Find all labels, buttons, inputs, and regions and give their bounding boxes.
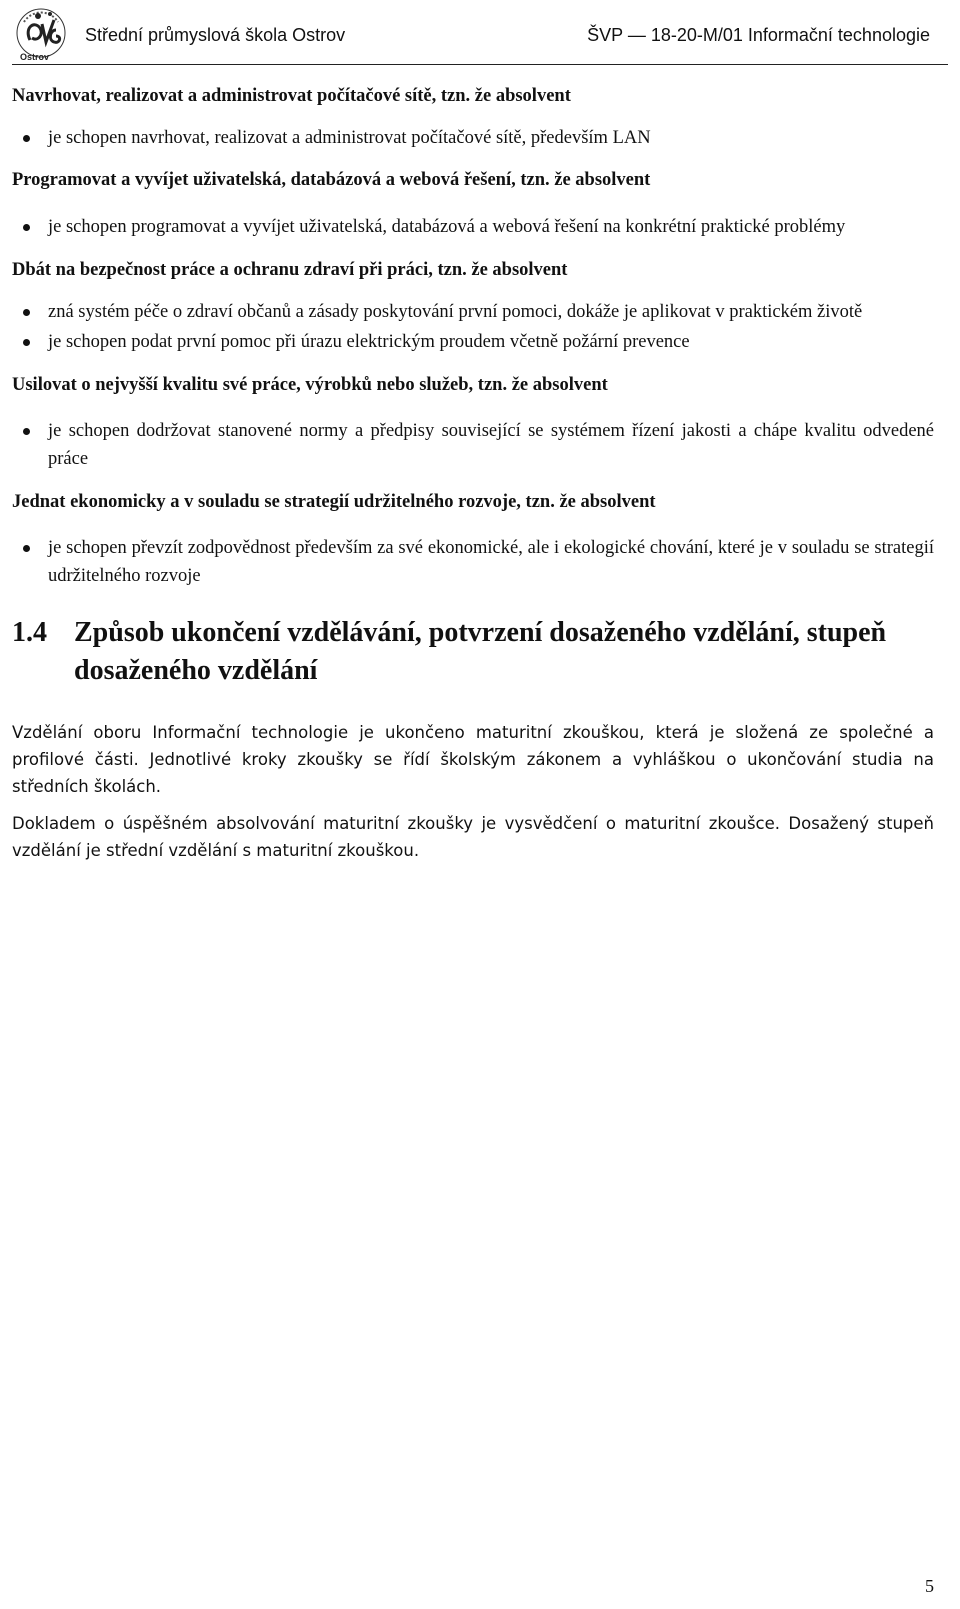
section-heading: Programovat a vyvíjet uživatelská, databázová a webová řešení, tzn. že absolvent — [12, 170, 651, 190]
body-paragraph: Vzdělání oboru Informační technologie je ukončeno maturitní zkouškou, která je složená ze společné a profilové části. Jednotlivé kroky zkoušky se řídí školským zákonem a vyhláškou o ukončování studia na středních školách. — [12, 723, 934, 796]
list-item: zná systém péče o zdraví občanů a zásady poskytování první pomoci, dokáže je aplikovat v praktickém životě — [12, 298, 934, 326]
bullet-list — [12, 298, 934, 356]
list-item: je schopen navrhovat, realizovat a administrovat počítačové sítě, především LAN — [12, 124, 934, 152]
section-heading: Dbát na bezpečnost práce a ochranu zdraví při práci, tzn. že absolvent — [12, 260, 568, 280]
bullet-list — [12, 213, 934, 241]
list-item: je schopen podat první pomoc při úrazu elektrickým proudem včetně požární prevence — [12, 328, 934, 356]
logo-caption: Ostrov — [20, 52, 50, 62]
competence-section — [12, 166, 934, 241]
list-item: je schopen programovat a vyvíjet uživatelská, databázová a webová řešení na konkrétní praktické problémy — [12, 213, 934, 241]
chapter-number: 1.4 — [12, 617, 47, 648]
program-code: ŠVP — 18-20-M/01 Informační technologie — [587, 25, 930, 45]
competence-section — [12, 256, 934, 356]
competence-section — [12, 371, 934, 473]
bullet-list — [12, 534, 934, 590]
school-logo — [10, 6, 72, 64]
school-name: Střední průmyslová škola Ostrov — [85, 25, 346, 45]
body-paragraph: Dokladem o úspěšném absolvování maturitní zkoušky je vysvědčení o maturitní zkoušce. Dosažený stupeň vzdělání je střední vzdělání s maturitní zkouškou. — [12, 814, 934, 860]
competence-section — [12, 488, 934, 590]
header-divider — [12, 64, 948, 65]
list-item: je schopen dodržovat stanovené normy a předpisy související se systémem řízení jakosti a chápe kvalitu odvedené práce — [12, 417, 934, 473]
list-item: je schopen převzít zodpovědnost především za své ekonomické, ale i ekologické chování, které je v souladu se strategií udržitelného rozvoje — [12, 534, 934, 590]
section-heading: Navrhovat, realizovat a administrovat počítačové sítě, tzn. že absolvent — [12, 86, 571, 106]
section-heading: Usilovat o nejvyšší kvalitu své práce, výrobků nebo služeb, tzn. že absolvent — [12, 375, 608, 395]
chapter-title: Způsob ukončení vzdělávání, potvrzení dosaženého vzdělání, stupeň dosaženého vzdělání — [74, 617, 887, 686]
bullet-list — [12, 124, 934, 152]
competence-section — [12, 82, 934, 152]
page-header — [0, 0, 960, 70]
chapter-heading — [12, 614, 934, 690]
page-content — [12, 82, 934, 864]
section-heading: Jednat ekonomicky a v souladu se strategií udržitelného rozvoje, tzn. že absolvent — [12, 492, 656, 512]
bullet-list — [12, 417, 934, 473]
page-number: 5 — [925, 1576, 934, 1596]
